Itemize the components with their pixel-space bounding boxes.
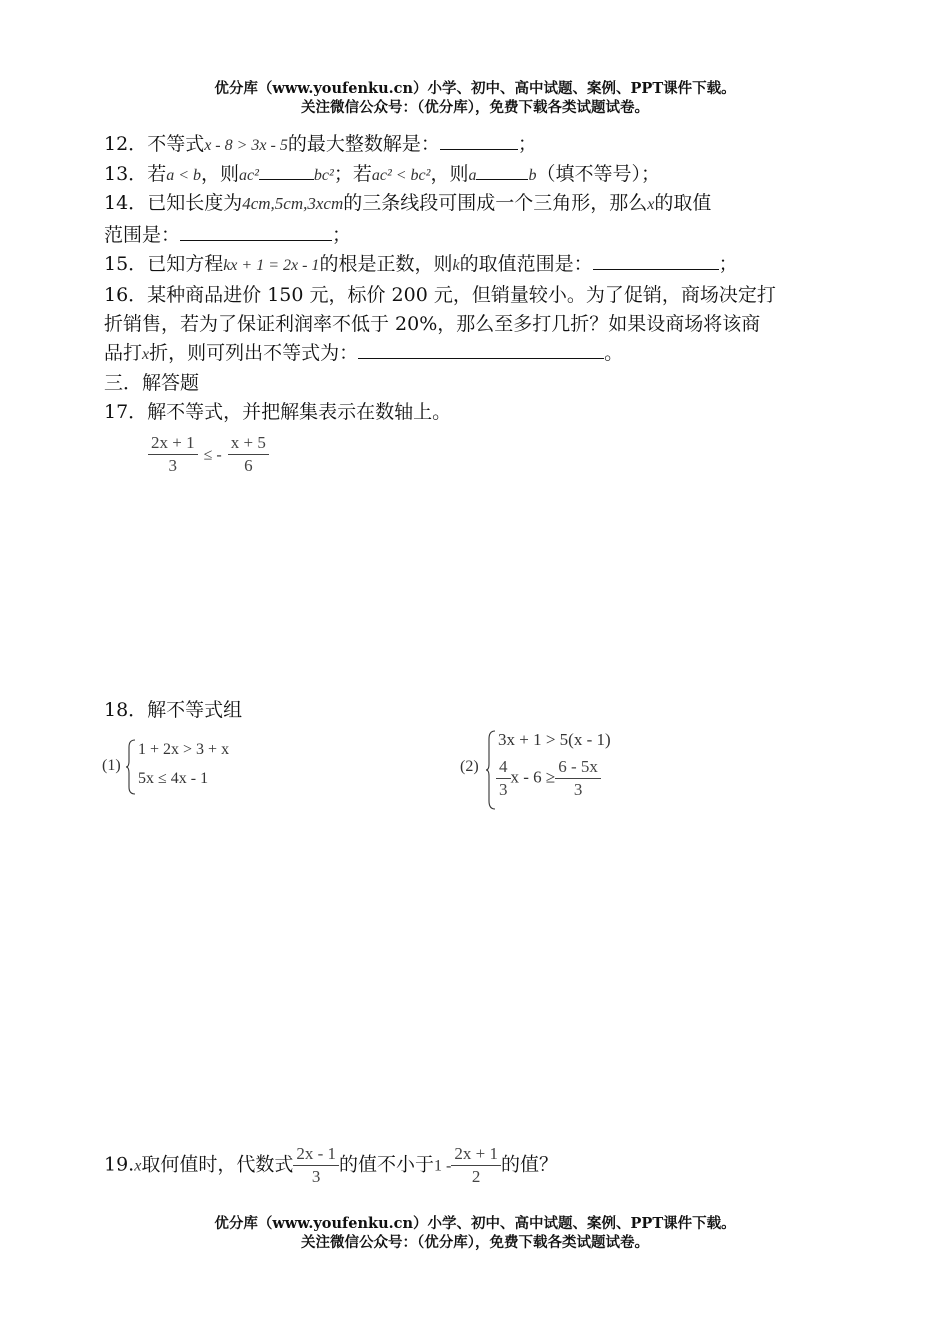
q14-number: 14． [104, 192, 148, 214]
q18-part2-fraction-left [496, 756, 511, 801]
q19-f2-denominator: 2 [471, 1167, 481, 1186]
q15-answer-blank[interactable] [593, 251, 719, 270]
q15-text-3: 的取值范围是： [459, 253, 593, 275]
q18-p2-right-denominator: 3 [573, 780, 583, 799]
q16-text: 品打 [104, 342, 143, 364]
q18-part2-label: (2) [460, 758, 479, 775]
q13-expr-2: ac² [239, 167, 259, 184]
q18-system-1 [102, 737, 302, 797]
page-header [0, 79, 950, 117]
q17-inequality [148, 432, 269, 477]
question-13 [104, 161, 660, 189]
q17-f1-denominator: 3 [168, 456, 178, 475]
q15-number: 15． [104, 253, 148, 275]
section-heading: 三．解答题 [104, 372, 200, 394]
question-16-line-2: 折销售，若为了保证利润率不低于 20%，那么至多打几折？如果设商场将该商 [104, 313, 761, 335]
q12-text: 不等式 [147, 133, 205, 155]
q13-text-2: ，则 [201, 163, 240, 185]
q18-p2-middle: x - 6 ≥ [510, 767, 556, 787]
q13-expr-5: a [468, 167, 477, 184]
q19-f1-numerator: 2x - 1 [293, 1143, 339, 1166]
q13-text-3: ；若 [333, 163, 372, 185]
q13-expr-3: bc² [313, 167, 334, 184]
q13-text: 若 [147, 163, 167, 185]
q15-end: ； [718, 253, 738, 275]
q14-text: 已知长度为 [147, 192, 243, 214]
q17-f2-numerator: x + 5 [228, 432, 269, 455]
q12-answer-blank[interactable] [440, 131, 518, 150]
q14-text-3: 的取值 [654, 192, 712, 214]
q19-f2-numerator: 2x + 1 [451, 1143, 501, 1166]
q16-var-x: x [142, 346, 150, 363]
q19-number: 19. [104, 1153, 135, 1176]
q17-f1-numerator: 2x + 1 [148, 432, 198, 455]
q15-text: 已知方程 [147, 253, 224, 275]
q18-part1-brace [126, 739, 136, 795]
q12-number: 12． [104, 133, 148, 155]
question-19 [104, 1143, 558, 1188]
q18-p2-left-denominator: 3 [499, 780, 508, 799]
q19-text-2: 的值不小于 [339, 1153, 435, 1176]
q13-expr-6: b [528, 167, 537, 184]
q13-expr-4: ac² < bc² [371, 167, 431, 184]
q17-fraction-2 [228, 432, 269, 477]
q18-p2-right-numerator: 6 - 5x [555, 756, 601, 779]
q13-blank-1[interactable] [259, 161, 314, 180]
q15-expression: kx + 1 = 2x - 1 [223, 257, 320, 274]
q18-part1-line2: 5x ≤ 4x - 1 [138, 770, 209, 787]
q18-part1-label: (1) [102, 757, 121, 774]
q19-prefix: 1 - [434, 1157, 452, 1175]
q13-blank-2[interactable] [476, 161, 528, 180]
footer-line-2: 关注微信公众号：（优分库），免费下载各类试题试卷。 [301, 1234, 649, 1251]
q19-fraction-1 [293, 1143, 339, 1188]
header-line-1: 优分库（www.youfenku.cn）小学、初中、高中试题、案例、PPT课件下载。 [214, 80, 736, 97]
q19-f1-denominator: 3 [311, 1167, 321, 1186]
q12-expression: x - 8 > 3x - 5 [204, 137, 288, 154]
q15-text-2: 的根是正数，则 [319, 253, 453, 275]
q19-text-3: 的值？ [500, 1153, 558, 1176]
q16-text-2: 折，则可列出不等式为： [149, 342, 359, 364]
q15-var-k: k [452, 257, 460, 274]
q14-expression: 4cm,5cm,3xcm [242, 194, 344, 213]
question-16-line-3 [104, 340, 623, 368]
q16-end: 。 [604, 342, 624, 364]
q14-var-x: x [647, 196, 655, 213]
question-16-line-1: 16．某种商品进价 150 元，标价 200 元，但销量较小。为了促销，商场决定打 [104, 284, 776, 306]
q17-operator: ≤ - [203, 446, 222, 464]
footer-line-1: 优分库（www.youfenku.cn）小学、初中、高中试题、案例、PPT课件下载。 [214, 1215, 736, 1232]
q18-part2-line2 [496, 756, 601, 801]
question-15 [104, 251, 738, 279]
q12-text-2: 的最大整数解是： [287, 133, 440, 155]
q19-var-x: x [134, 1157, 142, 1175]
q17-f2-denominator: 6 [244, 456, 253, 475]
q13-text-5: （填不等号）； [536, 163, 660, 185]
q18-part2-brace [486, 730, 496, 810]
question-17: 17．解不等式，并把解集表示在数轴上。 [104, 401, 452, 423]
q14-answer-blank[interactable] [180, 222, 332, 241]
q18-part1-line1: 1 + 2x > 3 + x [138, 741, 230, 758]
q14-text-2: 的三条线段可围成一个三角形，那么 [343, 192, 648, 214]
q18-p2-left-numerator: 4 [496, 756, 511, 779]
q17-fraction-1 [148, 432, 198, 477]
q16-answer-blank[interactable] [358, 340, 604, 359]
question-14 [104, 190, 711, 218]
q14-end: ； [332, 224, 352, 246]
question-12 [104, 131, 537, 159]
q18-part2-line1: 3x + 1 > 5(x - 1) [498, 730, 611, 749]
question-18: 18．解不等式组 [104, 699, 243, 721]
q18-system-2 [460, 728, 660, 812]
q13-number: 13． [104, 163, 148, 185]
q18-part2-fraction-right [555, 756, 601, 801]
page-footer [0, 1214, 950, 1252]
q13-text-4: ，则 [430, 163, 469, 185]
q12-end: ； [517, 133, 537, 155]
q19-text: 取何值时，代数式 [141, 1153, 294, 1176]
q14-line2-text: 范围是： [104, 224, 181, 246]
q13-expr-1: a < b [166, 167, 201, 184]
header-line-2: 关注微信公众号：（优分库），免费下载各类试题试卷。 [301, 99, 649, 116]
question-14-line-2 [104, 222, 351, 248]
q19-fraction-2 [451, 1143, 501, 1188]
